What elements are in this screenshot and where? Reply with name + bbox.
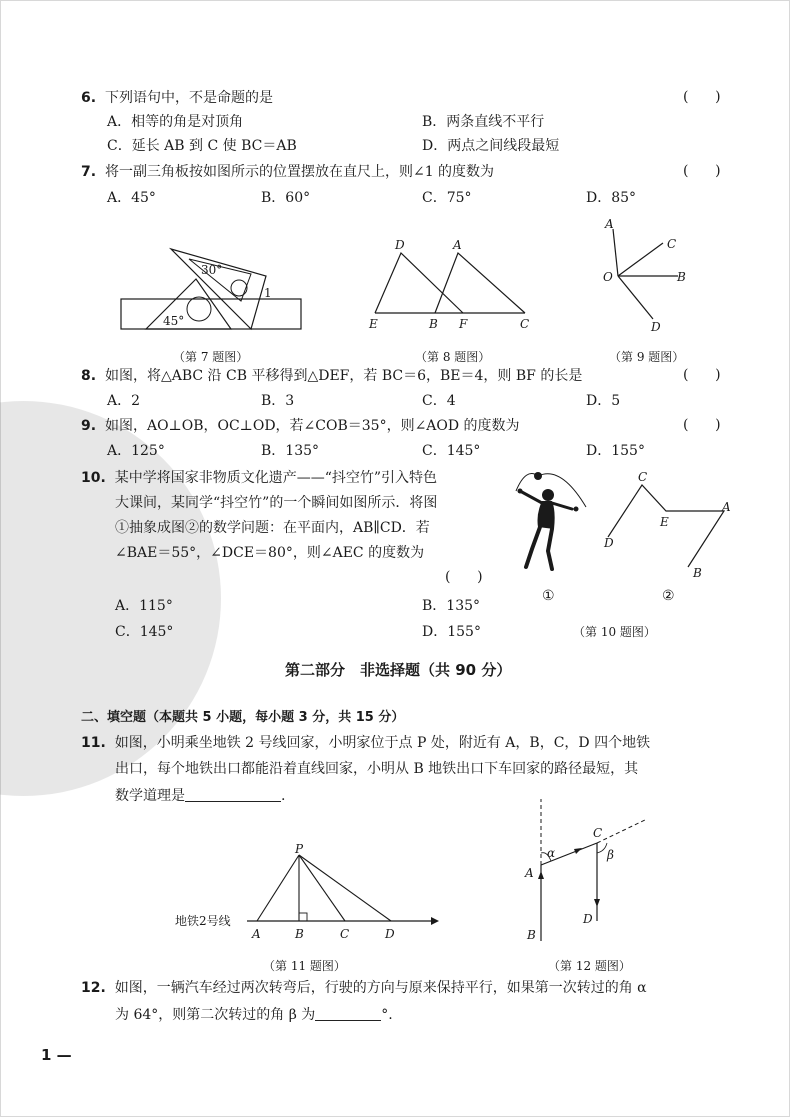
fig11-label-c: C [340,927,350,941]
q6-option-b: B．两条直线不平行 [422,114,545,130]
fig9-caption: （第 9 题图） [609,350,685,364]
q11-answer-blank[interactable] [185,787,281,802]
q8-option-d: D．5 [586,393,621,409]
fig12-label-beta: β [607,848,614,862]
fig7-label-1: 1 [264,286,272,300]
q9-option-d: D．155° [586,443,645,459]
q9-option-c: C．145° [422,443,481,459]
q12-answer-blank[interactable] [315,1006,381,1021]
q10-line-2: 大课间，某同学“抖空竹”的一个瞬间如图所示．将图 [115,495,438,511]
fig12-label-c: C [593,826,603,840]
fig10-mark-2: ② [662,588,675,604]
q7-option-d: D．85° [586,190,637,206]
q6-option-d: D．两点之间线段最短 [422,138,560,154]
fig12-caption: （第 12 题图） [548,959,631,973]
fig8-label-d: D [395,238,405,252]
fig10-label-a: A [722,500,731,514]
q10-option-b: B．135° [422,598,481,614]
q10-option-c: C．145° [115,624,174,640]
fig8-caption: （第 8 题图） [415,350,491,364]
q9-option-a: A．125° [107,443,165,459]
q9-answer-paren[interactable]: ( ) [683,417,721,433]
q6-option-c: C．延长 AB 到 C 使 BC＝AB [107,138,297,154]
figure-7 [111,241,311,341]
figure-9 [593,211,703,336]
fig7-label-30: 30° [201,263,223,277]
fig9-label-d: D [651,320,661,334]
fig7-label-45: 45° [163,314,185,328]
q9-option-b: B．135° [261,443,320,459]
q7-option-a: A．45° [107,190,156,206]
q8-option-c: C．4 [422,393,456,409]
fig8-label-f: F [459,317,468,331]
figure-8 [363,233,538,333]
q11-line-1: 11. 如图，小明乘坐地铁 2 号线回家，小明家位于点 P 处，附近有 A，B，C，D 四个地铁 [81,735,651,751]
fig9-label-a: A [605,217,614,231]
q6-stem: 6. 下列语句中，不是命题的是 [81,90,273,106]
fig12-label-d: D [583,912,593,926]
fig9-label-b: B [677,270,686,284]
section-2-title: 二、填空题（本题共 5 小题，每小题 3 分，共 15 分） [81,710,405,725]
q9-stem: 9. 如图，AO⊥OB，OC⊥OD，若∠COB＝35°，则∠AOD 的度数为 [81,418,520,434]
q12-line-2: 为 64°，则第二次转过的角 β 为 °. [115,1007,393,1023]
q8-option-b: B．3 [261,393,295,409]
q7-answer-paren[interactable]: ( ) [683,163,721,179]
fig10-caption: （第 10 题图） [573,625,656,639]
fig8-label-e: E [369,317,378,331]
q6-answer-paren[interactable]: ( ) [683,89,721,105]
fig10-label-d: D [604,536,614,550]
q10-line-1: 10. 某中学将国家非物质文化遗产——“抖空竹”引入特色 [81,470,438,486]
q8-answer-paren[interactable]: ( ) [683,367,721,383]
figure-10-photo [506,469,591,579]
q10-answer-paren[interactable]: ( ) [445,569,483,585]
q12-line-1: 12. 如图，一辆汽车经过两次转弯后，行驶的方向与原来保持平行，如果第一次转过的角 α [81,980,647,996]
fig11-label-d: D [385,927,395,941]
part-2-title: 第二部分 非选择题（共 90 分） [285,661,512,679]
fig11-label-a: A [252,927,261,941]
figure-12 [519,791,654,946]
fig11-line-label: 地铁2号线 [175,914,231,928]
fig8-label-c: C [520,317,530,331]
fig12-label-a: A [525,866,534,880]
fig8-label-a: A [453,238,462,252]
fig11-caption: （第 11 题图） [263,959,346,973]
q10-option-a: A．115° [115,598,173,614]
q10-line-4: ∠BAE＝55°，∠DCE＝80°，则∠AEC 的度数为 [115,545,425,561]
fig9-label-c: C [667,237,677,251]
figure-10-diagram [596,469,746,584]
fig10-label-e: E [660,515,669,529]
q11-line-3: 数学道理是 . [115,788,286,804]
fig12-label-b: B [527,928,536,942]
q8-option-a: A．2 [107,393,141,409]
q10-option-d: D．155° [422,624,481,640]
fig10-mark-1: ① [542,588,555,604]
q6-option-a: A．相等的角是对顶角 [107,114,244,130]
fig8-label-b: B [429,317,438,331]
fig10-label-b: B [693,566,702,580]
q7-option-b: B．60° [261,190,311,206]
fig11-label-b: B [295,927,304,941]
q8-stem: 8. 如图，将△ABC 沿 CB 平移得到△DEF，若 BC＝6，BE＝4，则 BF 的长是 [81,368,583,384]
page-number: 1 — [41,1046,72,1064]
figure-11 [169,843,439,943]
fig9-label-o: O [603,270,613,284]
fig7-caption: （第 7 题图） [173,350,249,364]
fig10-label-c: C [638,470,648,484]
q7-option-c: C．75° [422,190,472,206]
q7-stem: 7. 将一副三角板按如图所示的位置摆放在直尺上，则∠1 的度数为 [81,164,495,180]
q11-line-2: 出口，每个地铁出口都能沿着直线回家，小明从 B 地铁出口下车回家的路径最短，其 [115,761,639,777]
q10-line-3: ①抽象成图②的数学问题：在平面内，AB∥CD．若 [115,520,430,536]
fig12-label-alpha: α [547,846,556,860]
fig11-label-p: P [295,843,304,856]
